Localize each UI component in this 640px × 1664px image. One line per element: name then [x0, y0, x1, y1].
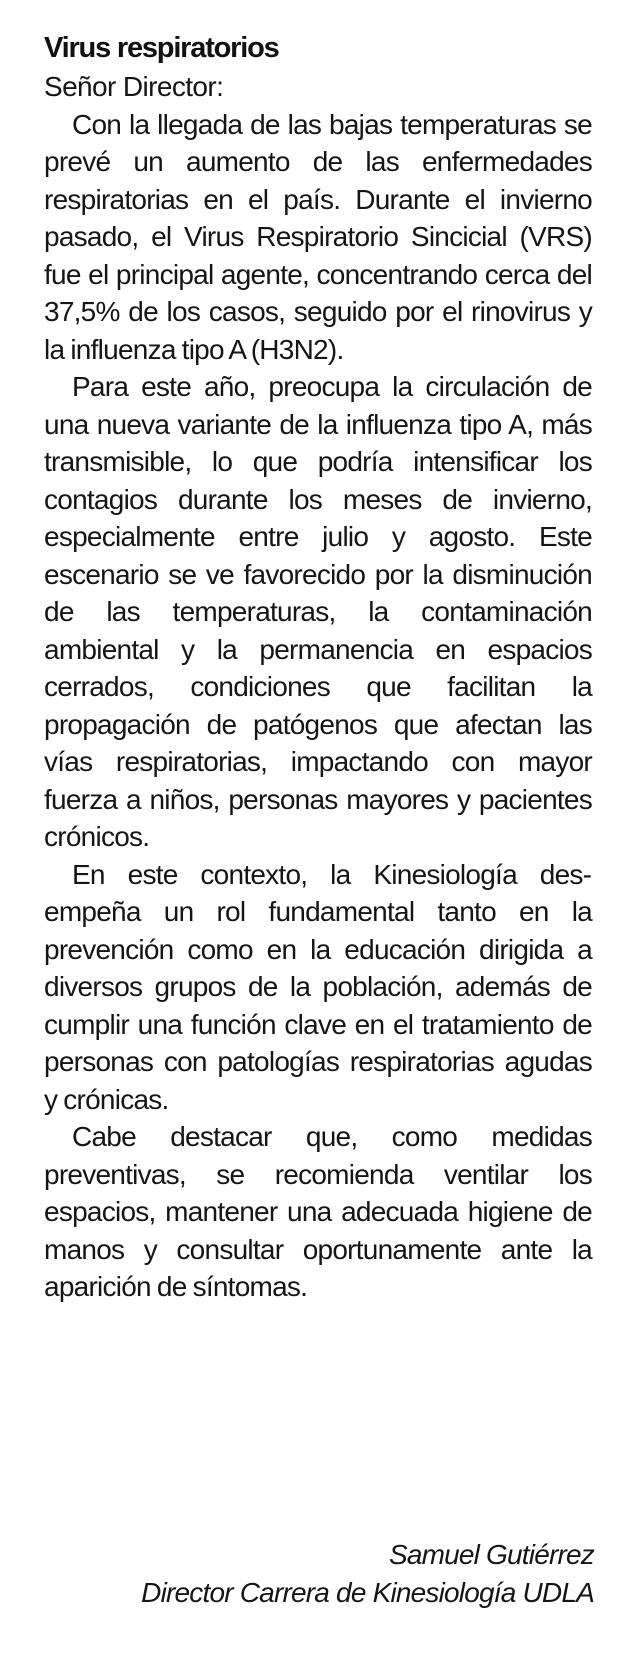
letter-paragraph-4: Cabe destacar que, como medidas preventivas, se recomienda ventilar los espacios, mantener una adecuada higiene de manos y consultar oportunamente ante la aparición de síntomas.	[44, 1121, 592, 1302]
letter-headline: Virus respiratorios	[44, 32, 279, 64]
signature-name: Samuel Gutiérrez	[388, 1539, 594, 1570]
letter-to-editor	[44, 28, 592, 1306]
letter-salutation: Señor Director:	[44, 71, 224, 102]
letter-paragraph-2: Para este año, preocupa la circulación de una nueva variante de la influenza tipo A, más transmisible, lo que podría intensificar los contagios durante los meses de invierno, especialmente entre julio y agosto. Este escenario se ve favorecido por la disminución de las temperaturas, la contaminación ambiental y la permanencia en espacios cerrados, condiciones que facilitan la propagación de patógenos que afectan las vías respiratorias, impactando con mayor fuerza a niños, personas mayores y pacientes crónicos.	[44, 371, 592, 852]
letter-signature	[141, 1536, 594, 1612]
letter-paragraph-3: En este contexto, la Kinesiología desempeña un rol fundamental tanto en la prevención como en la educación dirigida a diversos grupos de la población, además de cumplir una función clave en el tratamiento de personas con patologías respiratorias agudas y crónicas.	[44, 858, 592, 1115]
signature-title: Director Carrera de Kinesiología UDLA	[141, 1577, 594, 1608]
letter-paragraph-1: Con la llegada de las bajas temperaturas se prevé un aumento de las enfermedades respiratorias en el país. Durante el invierno pasado, el Virus Respiratorio Sincicial (VRS) fue el principal agente, concentrando cerca del 37,5% de los casos, seguido por el rinovirus y la influenza tipo A (H3N2).	[44, 108, 592, 365]
